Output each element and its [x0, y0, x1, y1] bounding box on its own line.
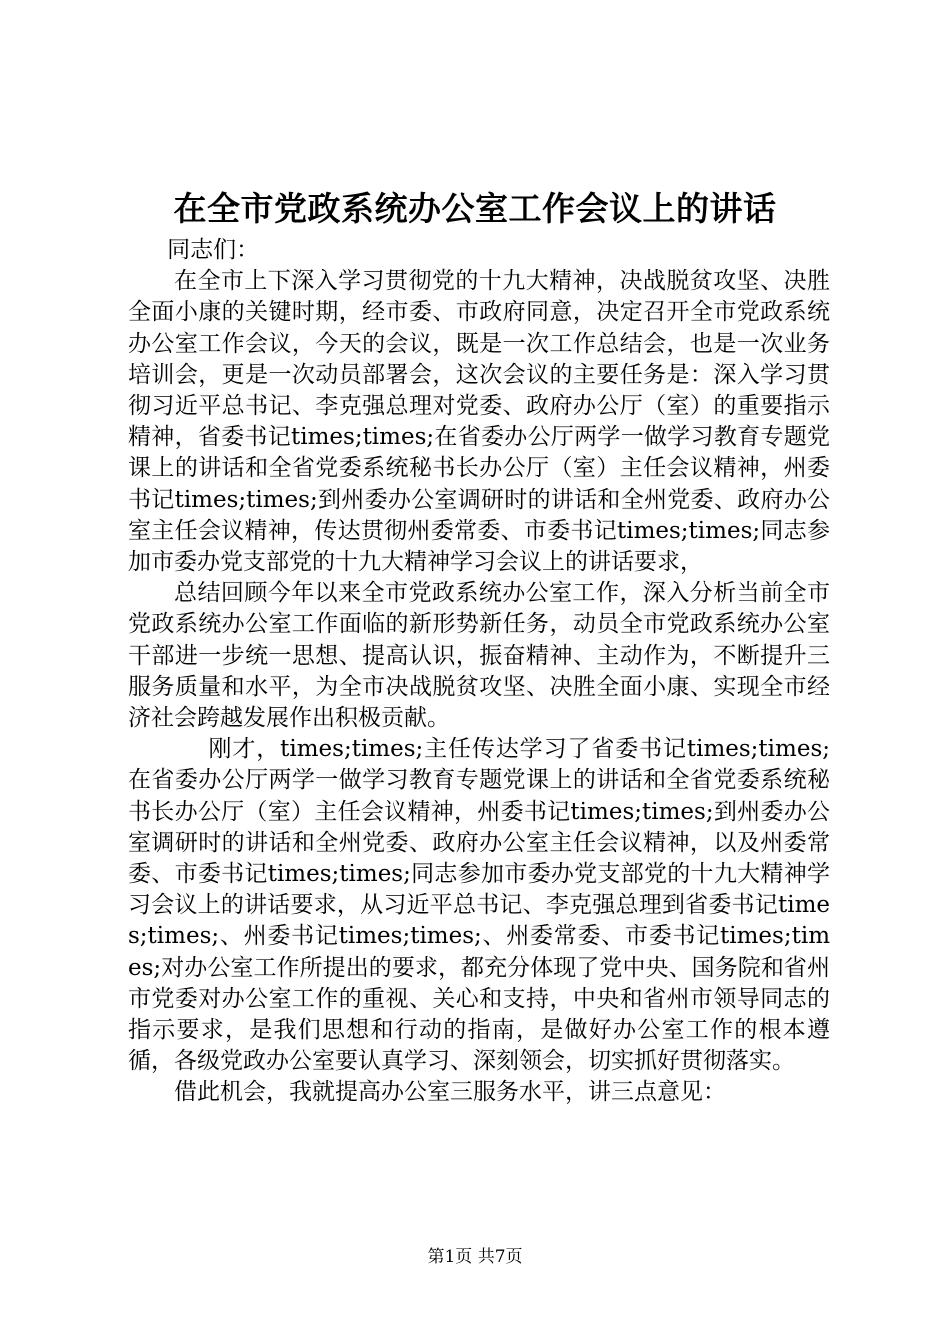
- paragraph-4: 借此机会，我就提高办公室三服务水平，讲三点意见：: [174, 1079, 726, 1106]
- paragraph-1: 在全市上下深入学习贯彻党的十九大精神，决战脱贫攻坚、决胜全面小康的关键时期，经市委、市政府同意，决定召开全市党政系统办公室工作会议，今天的会议，既是一次工作总结会，也是一次业务培训会，更是一次动员部署会，这次会议的主要任务是：深入学习贯彻习近平总书记、李克强总理对党委、政府办公厅（室）的重要指示精神，省委书记times;times;在省委办公厅两学一做学习教育专题党课上的讲话和全省党委系统秘书长办公厅（室）主任会议精神，州委书记times;times;到州委办公室调研时的讲话和全州党委、政府办公室主任会议精神，传达贯彻州委常委、市委书记times;times;同志参加市委办党支部党的十九大精神学习会议上的讲话要求，: [128, 268, 830, 576]
- document-title: 在全市党政系统办公室工作会议上的讲话: [173, 189, 777, 228]
- paragraph-3: 刚才，times;times;主任传达学习了省委书记times;times;在省委办公厅两学一做学习教育专题党课上的讲话和全省党委系统秘书长办公厅（室）主任会议精神，州委书记times;times;到州委办公室调研时的讲话和全州党委、政府办公室主任会议精神，以及州委常委、市委书记times;times;同志参加市委办党支部党的十九大精神学习会议上的讲话要求，从习近平总书记、李克强总理到省委书记times;times;、州委书记times;times;、州委常委、市委书记times;times;对办公室工作所提出的要求，都充分体现了党中央、国务院和省州市党委对办公室工作的重视、关心和支持，中央和省州市领导同志的指示要求，是我们思想和行动的指南，是做好办公室工作的根本遵循，各级党政办公室要认真学习、深刻领会，切实抓好贯彻落实。: [128, 736, 830, 1075]
- document-body: [128, 235, 830, 1109]
- paragraph-2: 总结回顾今年以来全市党政系统办公室工作，深入分析当前全市党政系统办公室工作面临的新形势新任务，动员全市党政系统办公室干部进一步统一思想、提高认识，振奋精神、主动作为，不断提升三服务质量和水平，为全市决战脱贫攻坚、决胜全面小康、实现全市经济社会跨越发展作出积极贡献。: [128, 580, 830, 732]
- salutation: 同志们：: [167, 237, 260, 263]
- page-indicator: 第1页 共7页: [427, 1247, 523, 1267]
